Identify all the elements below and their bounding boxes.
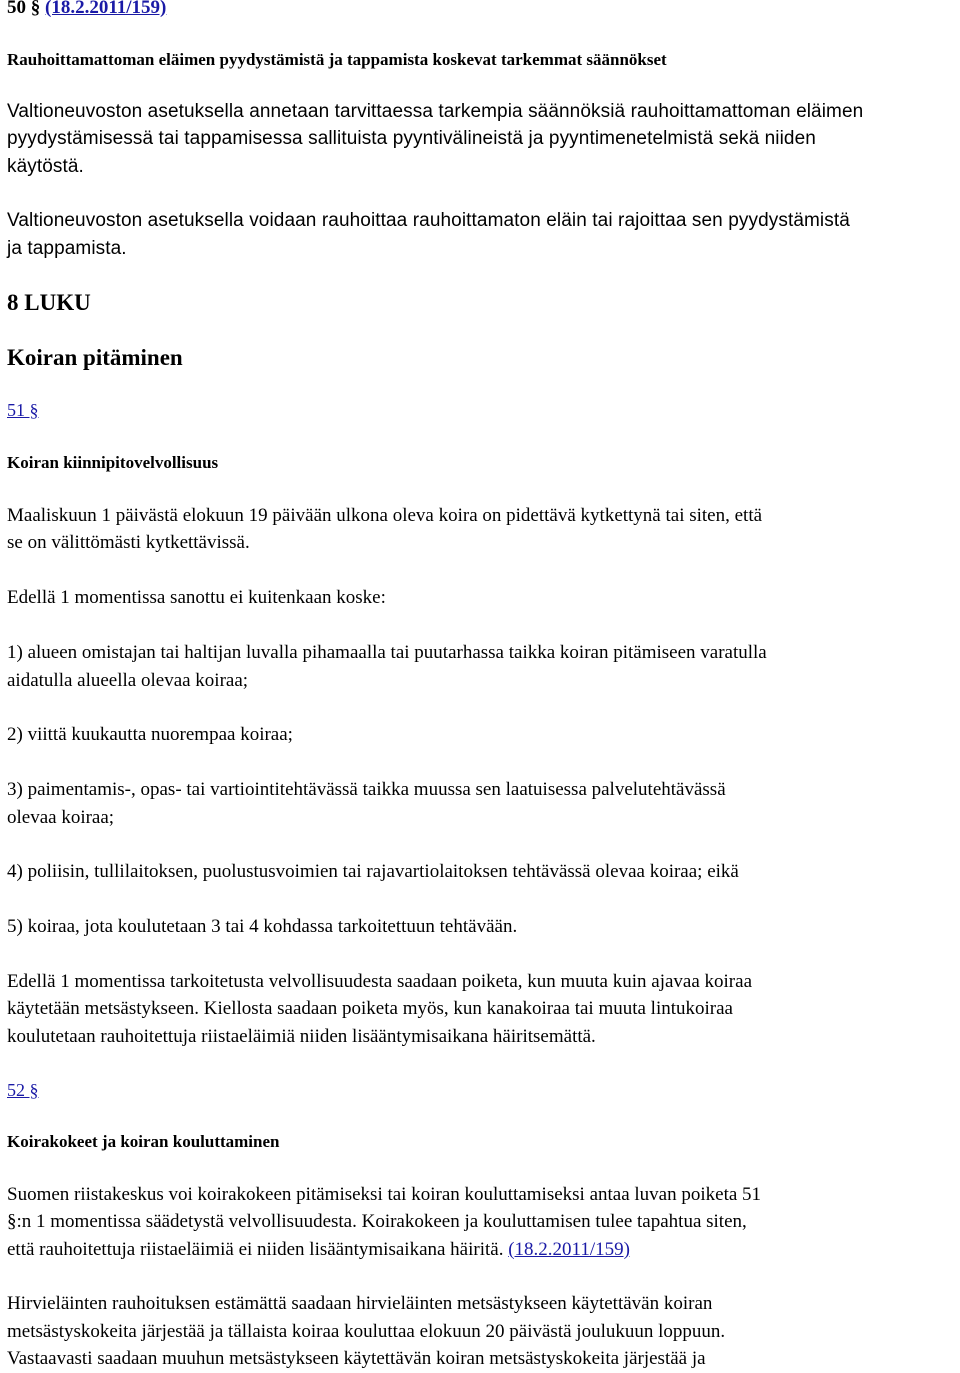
section-number: 50 §	[7, 0, 41, 18]
s50-paragraph-1-line-2: pyydystämisessä tai tappamisessa sallituista pyyntivälineistä ja pyyntimenetelmistä sekä niiden	[7, 128, 816, 149]
s51-paragraph-1-line-1: Maaliskuun 1 päivästä elokuun 19 päivään ulkona oleva koira on pidettävä kytkettynä tai siten, että	[7, 505, 763, 526]
s51-paragraph-3-line-2: käytetään metsästykseen. Kiellosta saadaan poiketa myös, kun kanakoiraa tai muuta lintukoiraa	[7, 998, 733, 1019]
s51-paragraph-2: Edellä 1 momentissa sanottu ei kuitenkaan koske:	[7, 587, 386, 608]
section-51-number	[7, 396, 957, 425]
s51-item-3-line-1: 3) paimentamis-, opas- tai vartiointitehtävässä taikka muussa sen laatuisessa palvelutehtävässä	[7, 779, 726, 800]
s52-paragraph-1-line-3	[7, 1236, 957, 1264]
s51-paragraph-3-line-3: koulutetaan rauhoitettuja riistaeläimiä niiden lisääntymisaikana häiritsemättä.	[7, 1026, 596, 1047]
s51-item-2: 2) viittä kuukautta nuorempaa koiraa;	[7, 724, 293, 745]
s52-paragraph-2-line-1: Hirvieläinten rauhoituksen estämättä saadaan hirvieläinten metsästykseen käytettävän koiran	[7, 1293, 713, 1314]
amendment-link[interactable]: (18.2.2011/159)	[45, 0, 167, 18]
s51-paragraph-3-line-1: Edellä 1 momentissa tarkoitetusta velvollisuudesta saadaan poiketa, kun muuta kuin ajavaa koiraa	[7, 971, 752, 992]
section-52-link[interactable]: 52 §	[7, 1080, 39, 1100]
section-50-title: Rauhoittamattoman eläimen pyydystämistä ja tappamista koskevat tarkemmat säännökset	[7, 50, 667, 69]
s50-paragraph-1-line-1: Valtioneuvoston asetuksella annetaan tarvittaessa tarkempia säännöksiä rauhoittamattoman eläimen	[7, 101, 864, 122]
s52-paragraph-2-line-3: Vastaavasti saadaan muuhun metsästykseen käytettävän koiran metsästyskokeita järjestää ja	[7, 1348, 706, 1369]
s51-item-1-line-2: aidatulla alueella olevaa koiraa;	[7, 670, 249, 691]
s51-item-3-line-2: olevaa koiraa;	[7, 807, 115, 828]
s51-item-1-line-1: 1) alueen omistajan tai haltijan luvalla pihamaalla tai puutarhassa taikka koiran pitämiseen varatulla	[7, 642, 767, 663]
s52-paragraph-1-line-3-text: että rauhoitettuja riistaeläimiä ei niiden lisääntymisaikana häiritä.	[7, 1239, 504, 1260]
chapter-number: 8 LUKU	[7, 290, 91, 315]
s52-amendment-link[interactable]: (18.2.2011/159)	[508, 1239, 630, 1260]
s51-item-4: 4) poliisin, tullilaitoksen, puolustusvoimien tai rajavartiolaitoksen tehtävässä olevaa koiraa; eikä	[7, 861, 739, 882]
section-52-number	[7, 1076, 957, 1105]
s50-paragraph-2-line-1: Valtioneuvoston asetuksella voidaan rauhoittaa rauhoittamaton eläin tai rajoittaa sen pyydystämistä	[7, 210, 850, 231]
s52-paragraph-1-line-2: §:n 1 momentissa säädetystä velvollisuudesta. Koirakokeen ja kouluttamisen tulee tapahtua siten,	[7, 1211, 747, 1232]
s52-paragraph-2-line-2: metsästyskokeita järjestää ja tällaista koiraa kouluttaa elokuun 20 päivästä joulukuun loppuun.	[7, 1321, 726, 1342]
s50-paragraph-2-line-2: ja tappamista.	[7, 238, 127, 259]
section-51-link[interactable]: 51 §	[7, 400, 39, 420]
section-52-title: Koirakokeet ja koiran kouluttaminen	[7, 1132, 280, 1151]
s50-paragraph-1-line-3: käytöstä.	[7, 156, 84, 177]
section-51-title: Koiran kiinnipitovelvollisuus	[7, 453, 219, 472]
s52-paragraph-1-line-1: Suomen riistakeskus voi koirakokeen pitämiseksi tai koiran kouluttamiseksi antaa luvan poiketa 51	[7, 1184, 762, 1205]
section-50-header	[7, 0, 957, 22]
s51-item-5: 5) koiraa, jota koulutetaan 3 tai 4 kohdassa tarkoitettuun tehtävään.	[7, 916, 518, 937]
chapter-title: Koiran pitäminen	[7, 345, 183, 370]
s51-paragraph-1-line-2: se on välittömästi kytkettävissä.	[7, 532, 250, 553]
